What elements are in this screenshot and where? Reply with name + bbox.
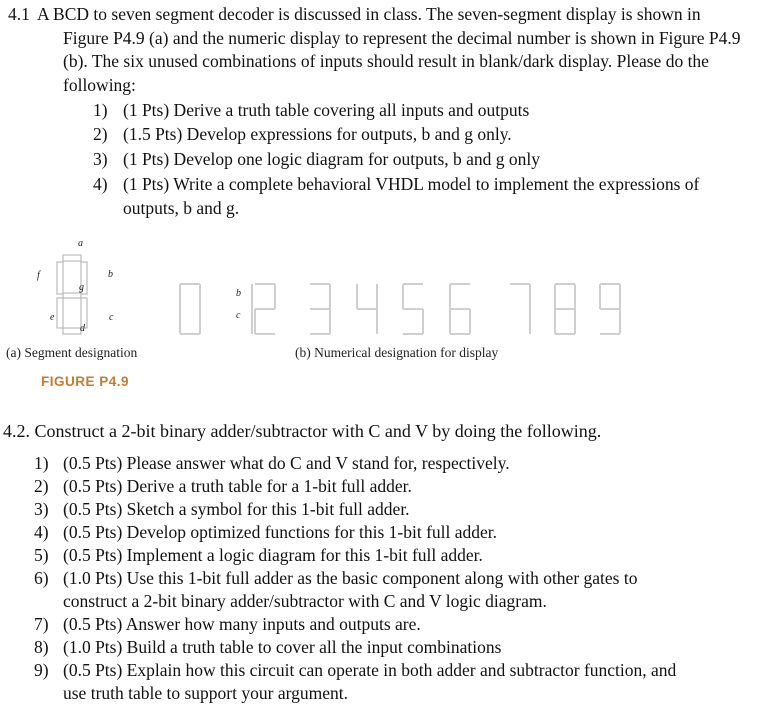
digit-3 bbox=[310, 284, 330, 334]
caption-a: (a) Segment designation bbox=[6, 345, 138, 360]
q41-item-4-text-line-1: (1 Pts) Write a complete behavioral VHDL model to implement the expressions of bbox=[123, 174, 700, 194]
digit-2 bbox=[255, 284, 275, 334]
numeric-display-row bbox=[175, 280, 645, 340]
q41-item-3-text: (1 Pts) Develop one logic diagram for outputs, b and g only bbox=[123, 149, 541, 169]
segment-a bbox=[63, 255, 81, 261]
q42-item-9-text-line-2: use truth table to support your argument. bbox=[63, 683, 348, 703]
q42-item-6-text-line-1: (1.0 Pts) Use this 1-bit full adder as the basic component along with other gates to bbox=[63, 568, 638, 588]
figure-label: FIGURE P4.9 bbox=[41, 374, 130, 389]
caption-b: (b) Numerical designation for display bbox=[295, 345, 499, 360]
q42-item-7-text: (0.5 Pts) Answer how many inputs and outputs are. bbox=[63, 614, 421, 634]
digit-9 bbox=[600, 284, 620, 334]
q41-number: 4.1 bbox=[8, 4, 30, 24]
q42-item-4-number: 4) bbox=[34, 522, 49, 542]
q42-item-2-number: 2) bbox=[34, 476, 49, 496]
q41-paragraph-line-2: Figure P4.9 (a) and the numeric display to represent the decimal number is shown in Figure P4.9 bbox=[63, 28, 741, 48]
q42-heading: 4.2. Construct a 2-bit binary adder/subtractor with C and V by doing the following. bbox=[3, 421, 602, 441]
segment-label-d: d bbox=[80, 323, 85, 334]
segment-g bbox=[63, 293, 81, 298]
q41-item-3-number: 3) bbox=[93, 149, 108, 169]
digit-4 bbox=[357, 284, 377, 334]
q41-item-2-text: (1.5 Pts) Develop expressions for outputs, b and g only. bbox=[123, 124, 512, 144]
q42-item-1-text: (0.5 Pts) Please answer what do C and V stand for, respectively. bbox=[63, 453, 510, 473]
digit-5 bbox=[403, 284, 423, 334]
q42-item-6-text-line-2: construct a 2-bit binary adder/subtractor with C and V logic diagram. bbox=[63, 591, 547, 611]
q42-item-2-text: (0.5 Pts) Derive a truth table for a 1-bit full adder. bbox=[63, 476, 412, 496]
q42-item-3-text: (0.5 Pts) Sketch a symbol for this 1-bit full adder. bbox=[63, 499, 410, 519]
digit-7 bbox=[510, 284, 530, 334]
segment-e bbox=[57, 298, 63, 328]
digit-0 bbox=[180, 284, 200, 334]
q42-item-6-number: 6) bbox=[34, 568, 49, 588]
q42-item-7-number: 7) bbox=[34, 614, 49, 634]
segment-label-e: e bbox=[50, 312, 55, 323]
segment-designation-diagram bbox=[40, 250, 130, 340]
segment-label-c: c bbox=[109, 312, 114, 323]
segment-f bbox=[57, 262, 63, 294]
q42-item-5-text: (0.5 Pts) Implement a logic diagram for this 1-bit full adder. bbox=[63, 545, 483, 565]
q41-item-2-number: 2) bbox=[93, 124, 108, 144]
segment-label-a: a bbox=[78, 238, 83, 249]
segment-label-f: f bbox=[37, 270, 40, 281]
q42-item-3-number: 3) bbox=[34, 499, 49, 519]
digit-one-label-c: c bbox=[236, 310, 241, 321]
digit-8 bbox=[555, 284, 575, 334]
q41-paragraph-line-4: following: bbox=[63, 75, 136, 95]
q41-paragraph-line-3: (b). The six unused combinations of inputs should result in blank/dark display. Please do the bbox=[63, 51, 709, 71]
q41-item-4-number: 4) bbox=[93, 174, 108, 194]
q42-item-8-number: 8) bbox=[34, 637, 49, 657]
segment-label-b: b bbox=[108, 269, 113, 280]
q42-item-1-number: 1) bbox=[34, 453, 49, 473]
q41-item-4-text-line-2: outputs, b and g. bbox=[123, 198, 240, 218]
q41-item-1-text: (1 Pts) Derive a truth table covering all inputs and outputs bbox=[123, 100, 530, 120]
q42-item-9-number: 9) bbox=[34, 660, 49, 680]
q42-item-9-text-line-1: (0.5 Pts) Explain how this circuit can operate in both adder and subtractor function, and bbox=[63, 660, 677, 680]
q42-item-4-text: (0.5 Pts) Develop optimized functions for this 1-bit full adder. bbox=[63, 522, 498, 542]
q41-paragraph-line-1: A BCD to seven segment decoder is discussed in class. The seven-segment display is shown in bbox=[37, 4, 701, 24]
segment-label-g: g bbox=[79, 282, 84, 293]
digit-6 bbox=[450, 284, 470, 334]
q42-item-5-number: 5) bbox=[34, 545, 49, 565]
q41-item-1-number: 1) bbox=[93, 100, 108, 120]
q42-item-8-text: (1.0 Pts) Build a truth table to cover all the input combinations bbox=[63, 637, 502, 657]
digit-one-label-b: b bbox=[236, 288, 241, 299]
segment-d bbox=[63, 328, 81, 334]
